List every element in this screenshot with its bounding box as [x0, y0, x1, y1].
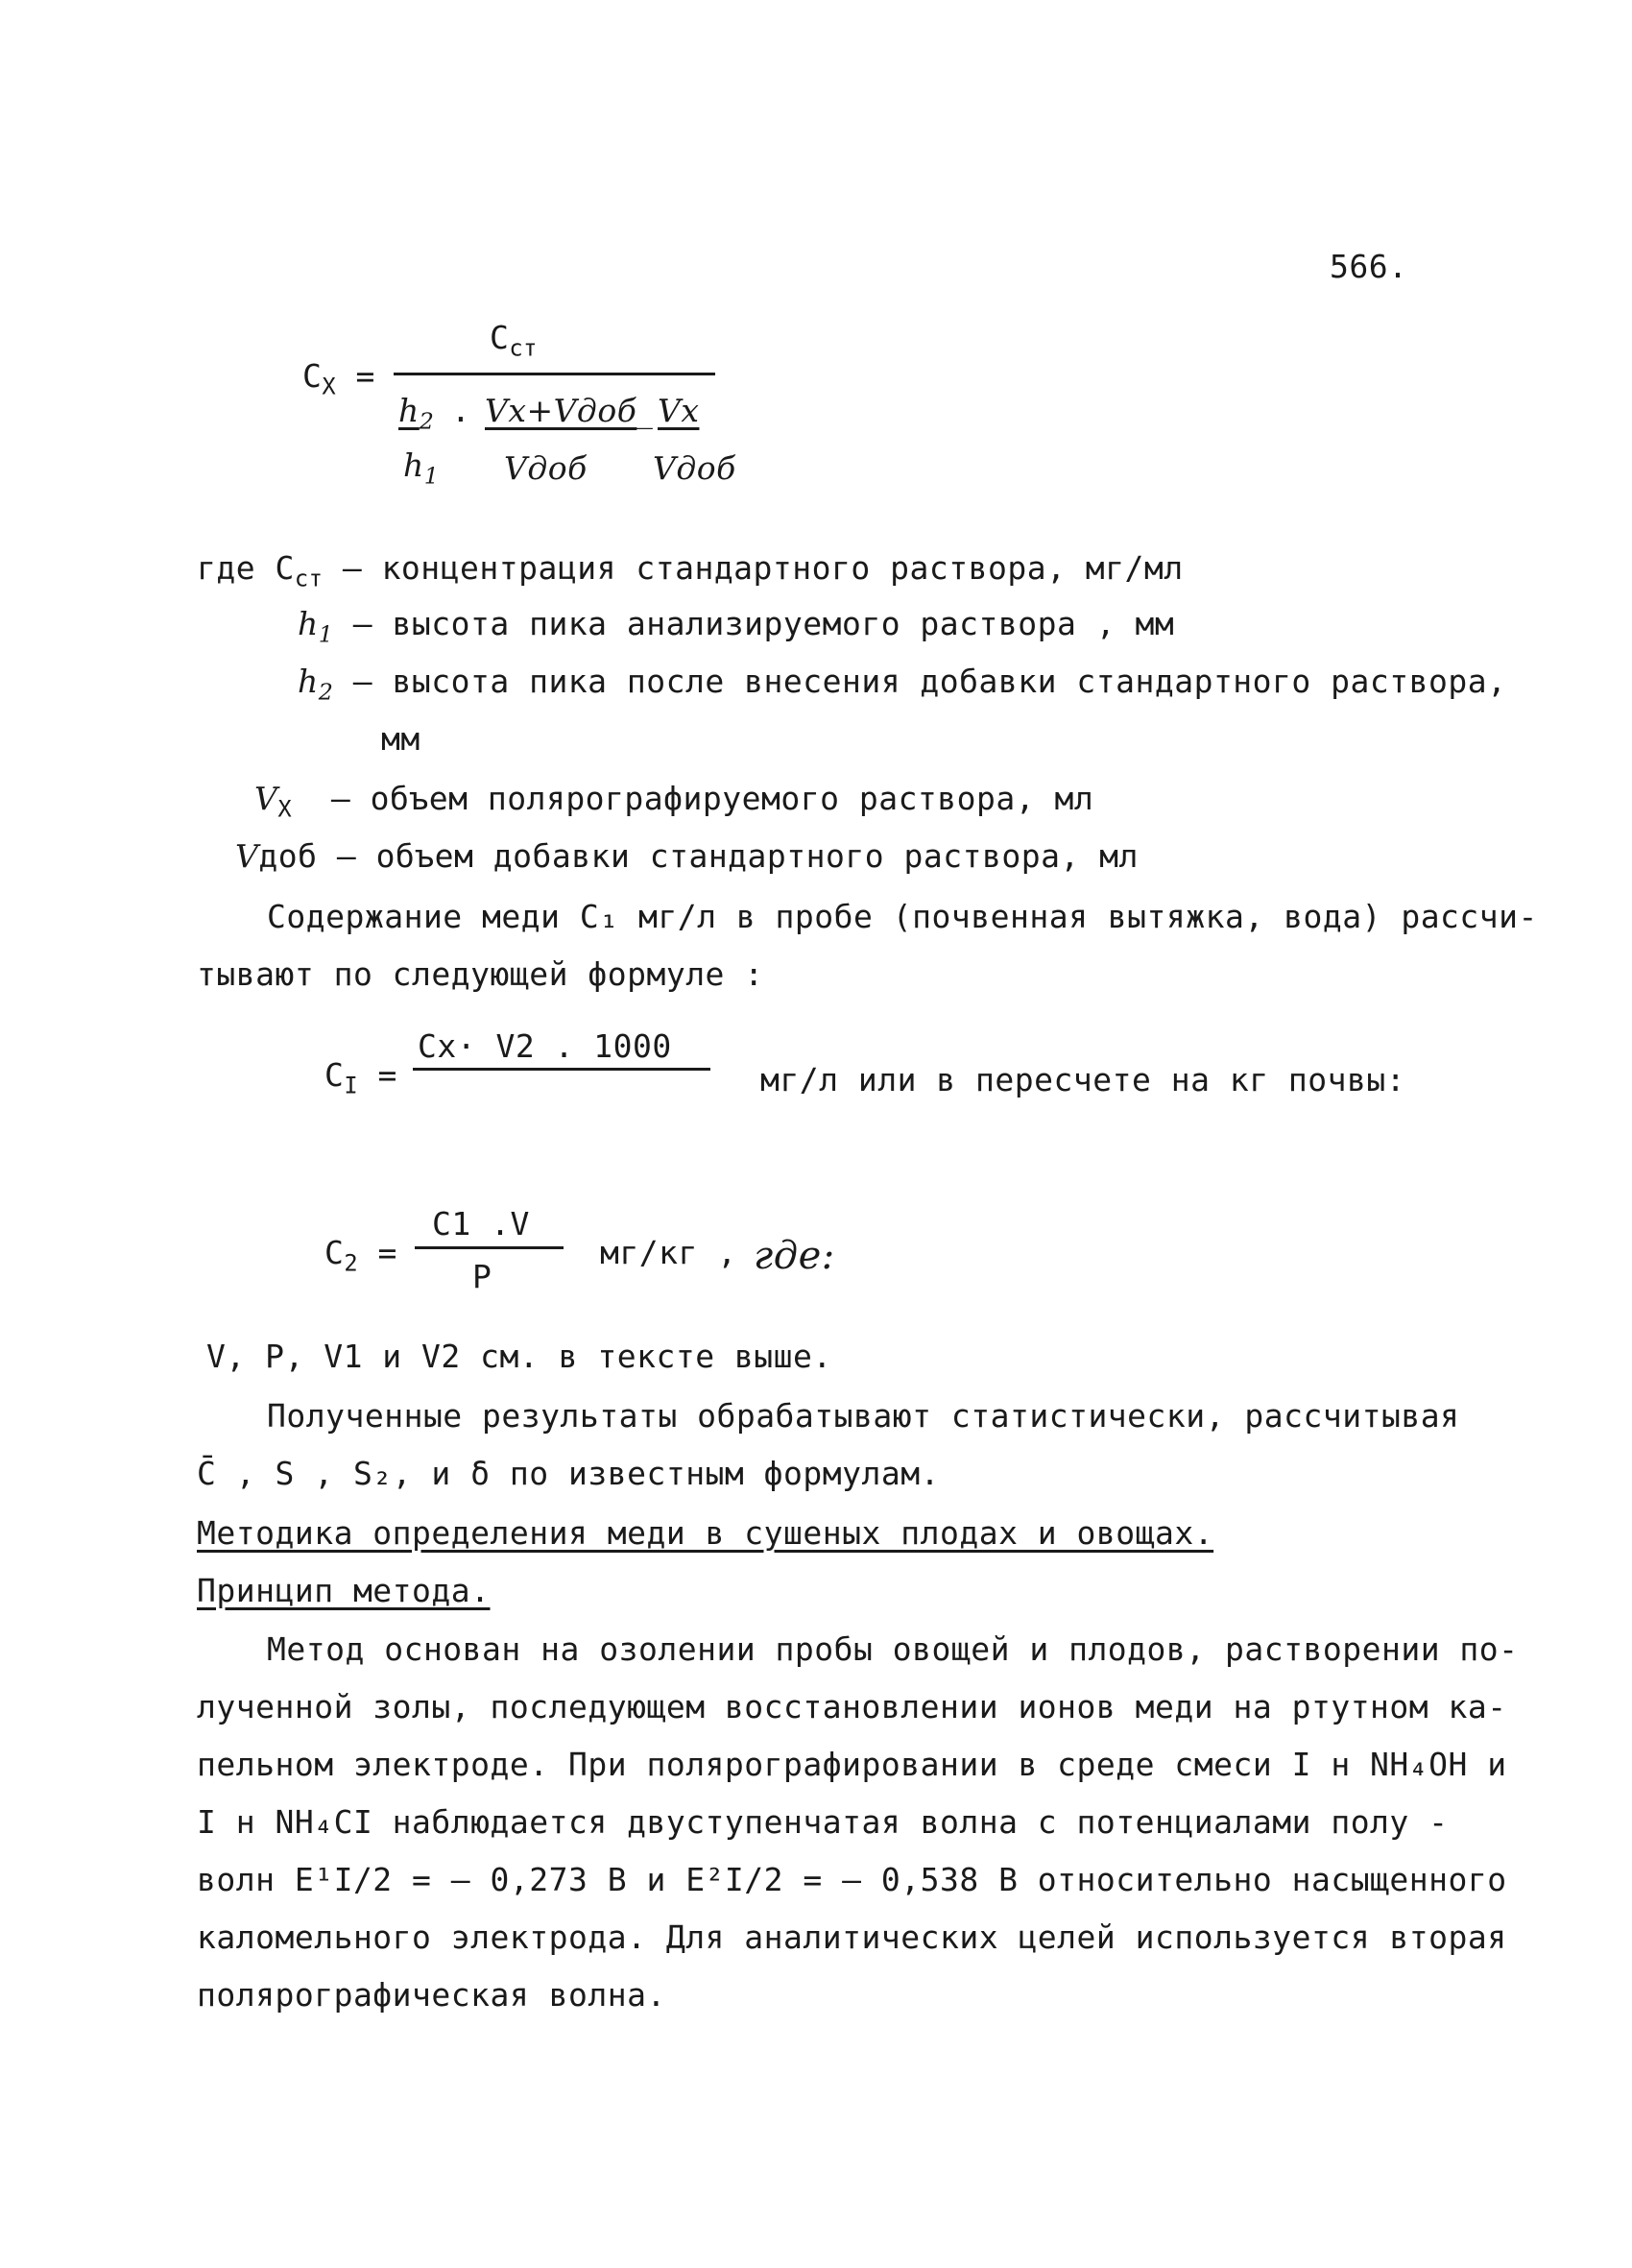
formula-c2-unit: мг/кг ,: [600, 1234, 737, 1271]
section-heading-principle: Принцип метода.: [197, 1572, 491, 1609]
definition-h2-unit: мм: [381, 720, 420, 758]
statistics-line-1: Полученные результаты обрабатывают статистически, рассчитывая: [267, 1397, 1460, 1435]
formula-c2-denominator: P: [472, 1258, 492, 1295]
body-line: каломельного электрода. Для аналитических целей используется вторая: [197, 1918, 1507, 1956]
definition-cst: где $C_{ст}$ – концентрация стандартного раствора, мг/мл: [197, 549, 1184, 592]
body-line: волн E¹I/2 = – 0,273 В и E²I/2 = – 0,538 В относительно насыщенного: [197, 1861, 1507, 1898]
formula-cx-h2: $h_2$: [398, 392, 435, 435]
see-above-note: V, P, V1 и V2 см. в тексте выше.: [206, 1338, 832, 1375]
definition-h2: $h_2$ – высота пика после внесения добавки стандартного раствора,: [298, 663, 1507, 706]
page-number: 566.: [1330, 248, 1408, 285]
body-line: I н NH₄CI наблюдается двуступенчатая волна с потенциалами полу -: [197, 1803, 1449, 1841]
formula-c2-where: где:: [754, 1234, 835, 1278]
formula-c2-lhs: $C_2$ =: [324, 1234, 397, 1277]
formula-c2-fraction-bar: [415, 1246, 564, 1249]
formula-cx-vx: Vx: [658, 392, 700, 429]
formula-cx-vdob-2: Vдоб: [653, 449, 736, 487]
formula-c1-tail: мг/л или в пересчете на кг почвы:: [760, 1061, 1406, 1098]
formula-c1-numerator: Cx· V2 . 1000: [418, 1027, 672, 1065]
body-line: полярографическая волна.: [197, 1976, 666, 2014]
statistics-line-2: C̄ , S , S₂, и δ по известным формулам.: [197, 1455, 940, 1492]
formula-c1-fraction-bar: [413, 1068, 710, 1071]
formula-c2-numerator: C1 .V: [432, 1205, 530, 1243]
paragraph-copper-content-line-2: тывают по следующей формуле :: [197, 955, 764, 993]
section-heading-method: Методика определения меди в сушеных плодах и овощах.: [197, 1514, 1214, 1552]
definition-vx: $V_X$ – объем полярографируемого раствора, мл: [254, 780, 1094, 823]
formula-cx-fraction-bar: [394, 373, 715, 375]
formula-cx-h1: $h_1$: [403, 446, 440, 490]
formula-cx-vx-plus-vdob: Vx+Vдоб: [485, 392, 637, 429]
body-line: Метод основан на озолении пробы овощей и плодов, растворении по-: [267, 1630, 1519, 1668]
formula-cx-minus: _: [634, 392, 654, 429]
body-line: пельном электроде. При полярографировании в среде смеси I н NH₄OH и: [197, 1746, 1507, 1783]
formula-c1-lhs: $C_I$ =: [324, 1056, 397, 1099]
formula-cx-dot: .: [451, 392, 471, 429]
definition-h1: $h_1$ – высота пика анализируемого раствора , мм: [298, 605, 1175, 648]
formula-cx-vdob: Vдоб: [504, 449, 588, 487]
formula-cx-lhs: $C_X$ =: [302, 357, 375, 400]
body-line: лученной золы, последующем восстановлении ионов меди на ртутном ка-: [197, 1688, 1507, 1725]
paragraph-copper-content-line-1: Содержание меди C₁ мг/л в пробе (почвенная вытяжка, вода) рассчи-: [267, 898, 1538, 935]
formula-cx-numerator: $C_{ст}$: [490, 319, 538, 362]
definition-vdob: Vдоб – объем добавки стандартного раствора, мл: [235, 837, 1139, 875]
